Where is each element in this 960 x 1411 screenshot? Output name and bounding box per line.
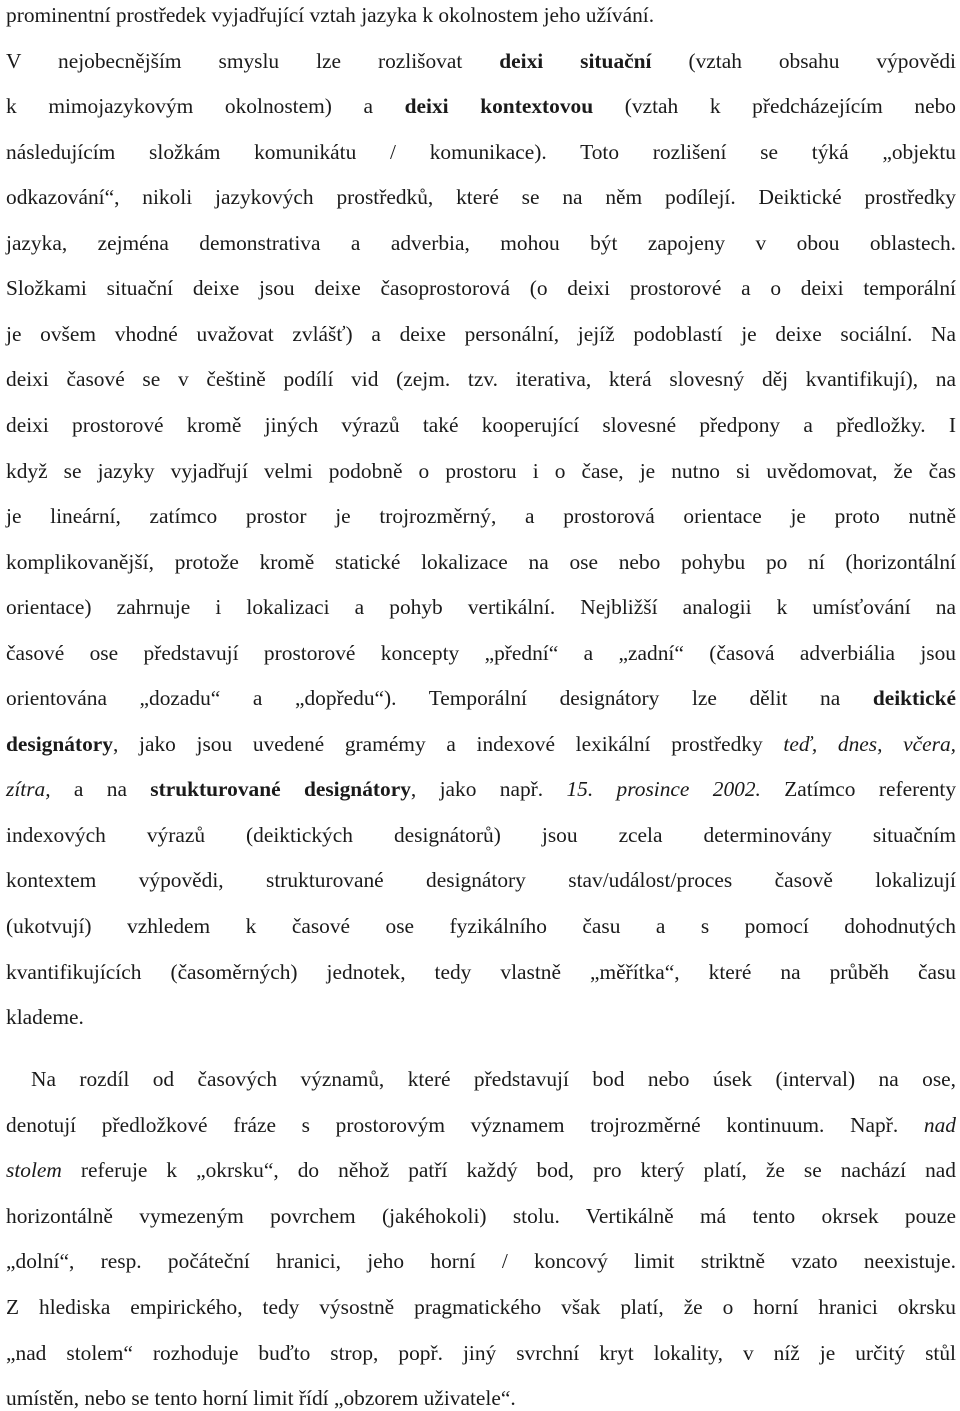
text-run: když se jazyky vyjadřují velmi podobně o prostoru i o čase, je nutno si uvědomovat, že čas: [6, 458, 956, 483]
text-run: umístěn, nebo se tento horní limit řídí „obzorem uživatele“.: [6, 1386, 516, 1411]
italic-example: 15. prosince 2002.: [566, 777, 761, 802]
text-line: [6, 48, 956, 74]
italic-example: nad: [923, 1112, 956, 1137]
text-run: je lineární, zatímco prostor je trojrozměrný, a prostorová orientace je proto nutně: [6, 504, 956, 529]
text-run: referuje k „okrsku“, do něhož patří každý bod, pro který platí, že se nachází nad: [61, 1158, 956, 1183]
text-run: kvantifikujících (časoměrných) jednotek, tedy vlastně „měřítka“, které na průběh času: [6, 959, 956, 984]
text-run: následujícím složkám komunikátu / komunikace). Toto rozlišení se týká „objektu: [6, 139, 956, 164]
text-run: k mimojazykovým okolnostem) a: [6, 94, 405, 119]
text-line: [6, 2, 654, 28]
bold-term: deixi situační: [499, 48, 652, 73]
text-run: kontextem výpovědi, strukturované designátory stav/událost/proces časově lokalizují: [6, 868, 956, 893]
text-run: „dolní“, resp. počáteční hranici, jeho horní / koncový limit striktně vzato neexistuje.: [6, 1249, 956, 1274]
text-line: [6, 822, 956, 848]
text-run: komplikovanější, protože kromě statické lokalizace na ose nebo pohybu po ní (horizontální: [6, 549, 956, 574]
text-line: [6, 1112, 956, 1138]
text-line: [6, 275, 956, 301]
text-run: (vztah obsahu výpovědi: [651, 48, 956, 73]
text-run: deixi časové se v češtině podílí vid (zejm. tzv. iterativa, která slovesný děj kvantifikují), na: [6, 367, 956, 392]
text-run: V nejobecnějším smyslu lze rozlišovat: [6, 48, 500, 73]
text-line: [6, 640, 956, 666]
text-run: indexových výrazů (deiktických designátorů) jsou zcela determinovány situačním: [6, 822, 956, 847]
text-run: Složkami situační deixe jsou deixe časoprostorová (o deixi prostorové a o deixi temporální: [6, 276, 956, 301]
text-line: [6, 1157, 956, 1183]
text-line: [6, 1004, 84, 1030]
text-line: [6, 776, 956, 802]
text-run: (vztah k předcházejícím nebo: [593, 94, 956, 119]
text-run: deixi prostorové kromě jiných výrazů také kooperující slovesné předpony a předložky. I: [6, 412, 956, 437]
text-line: [6, 366, 956, 392]
italic-example: stolem: [6, 1158, 62, 1183]
bold-term: designátory: [6, 731, 113, 756]
text-line: [6, 867, 956, 893]
text-run: prominentní prostředek vyjadřující vztah jazyka k okolnostem jeho užívání.: [6, 3, 655, 27]
text-line: [6, 93, 956, 119]
text-run: je ovšem vhodné uvažovat zvlášť) a deixe personální, jejíž podoblastí je deixe sociální. Na: [6, 321, 956, 346]
text-run: orientována „dozadu“ a „dopředu“). Temporální designátory lze dělit na: [6, 686, 873, 711]
text-line: [6, 1203, 956, 1229]
bold-term: strukturované designátory: [150, 777, 411, 802]
text-line: [6, 1294, 956, 1320]
text-line: [6, 139, 956, 165]
text-line: [6, 549, 956, 575]
text-line: [6, 458, 956, 484]
text-run: denotují předložkové fráze s prostorovým významem trojrozměrné kontinuum. Např.: [6, 1112, 924, 1137]
text-line: [6, 685, 956, 711]
text-run: a na: [50, 777, 151, 802]
text-run: Na rozdíl od časových významů, které představují bod nebo úsek (interval) na ose,: [31, 1067, 956, 1091]
text-line: [6, 594, 956, 620]
text-run: horizontálně vymezeným povrchem (jakéhokoli) stolu. Vertikálně má tento okrsek pouze: [6, 1203, 956, 1228]
italic-example: teď, dnes, včera,: [783, 731, 956, 756]
text-line: [6, 731, 956, 757]
text-run: , jako např.: [410, 777, 567, 802]
text-line: [31, 1066, 956, 1092]
text-run: „nad stolem“ rozhoduje buďto strop, popř. jiný svrchní kryt lokality, v níž je určitý stůl: [6, 1340, 956, 1365]
text-line: [6, 1248, 956, 1274]
text-run: , jako jsou uvedené gramémy a indexové lexikální prostředky: [112, 731, 784, 756]
text-run: jazyka, zejména demonstrativa a adverbia, mohou být zapojeny v obou oblastech.: [6, 230, 956, 255]
text-run: (ukotvují) vzhledem k časové ose fyzikálního času a s pomocí dohodnutých: [6, 914, 956, 938]
italic-example: zítra,: [6, 777, 51, 802]
bold-term: deixi kontextovou: [404, 94, 594, 119]
text-run: Zatímco referenty: [760, 777, 957, 802]
text-line: [6, 184, 956, 210]
text-run: časové ose představují prostorové koncepty „přední“ a „zadní“ (časová adverbiália jsou: [6, 640, 956, 665]
text-line: [6, 412, 956, 438]
text-line: [6, 230, 956, 256]
text-line: [6, 1340, 956, 1366]
text-line: [6, 321, 956, 347]
text-line: [6, 503, 956, 529]
text-run: orientace) zahrnuje i lokalizaci a pohyb vertikální. Nejbližší analogii k umísťování na: [6, 595, 956, 620]
text-run: odkazování“, nikoli jazykových prostředků, které se na něm podílejí. Deiktické prostředky: [6, 185, 956, 210]
text-line: [6, 1385, 516, 1411]
text-line: [6, 959, 956, 985]
bold-term: deiktické: [872, 686, 956, 711]
text-run: klademe.: [6, 1005, 84, 1030]
text-run: Z hlediska empirického, tedy výsostně pragmatického však platí, že o horní hranici okrsku: [6, 1295, 956, 1319]
text-line: [6, 913, 956, 939]
